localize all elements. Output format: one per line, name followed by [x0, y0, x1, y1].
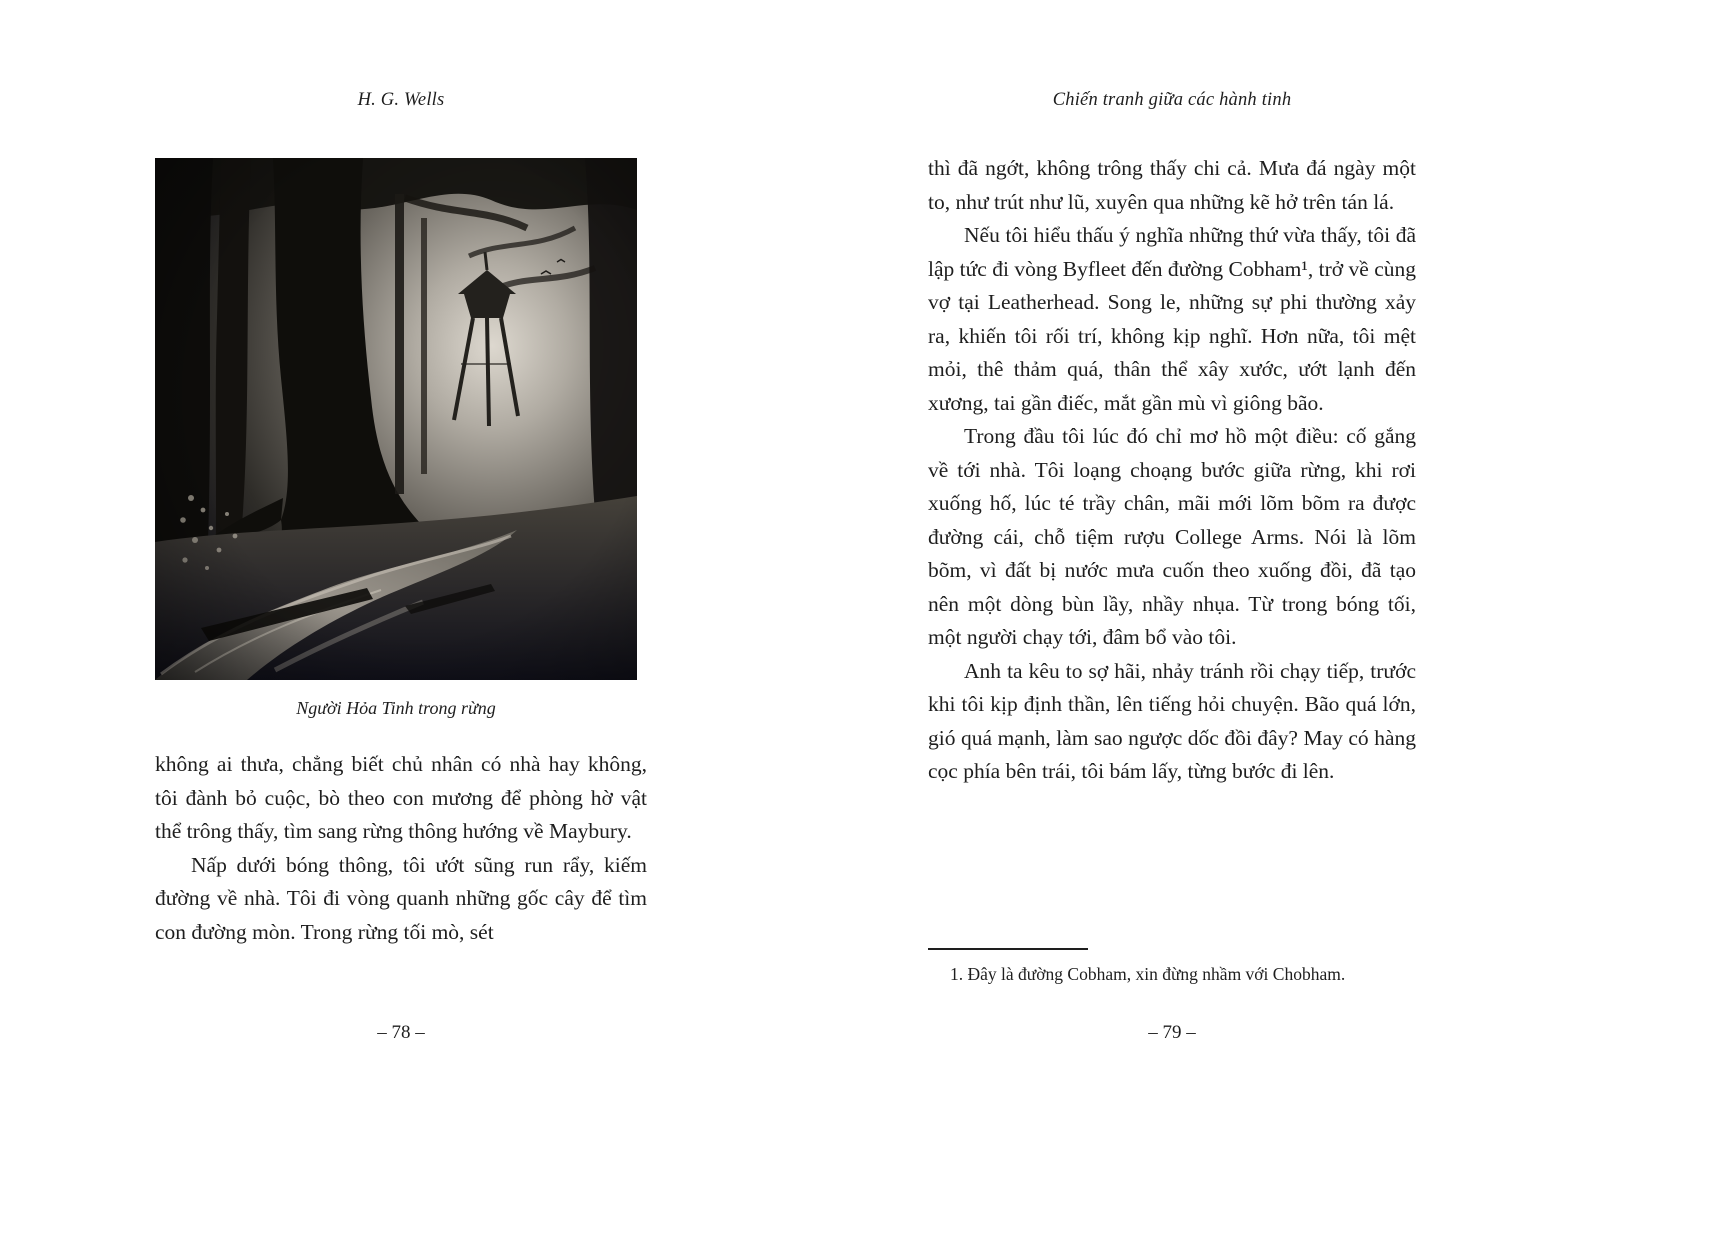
- footnote: 1. Đây là đường Cobham, xin đừng nhầm với Chobham.: [950, 964, 1346, 984]
- running-header-left: H. G. Wells: [357, 90, 445, 110]
- paragraph: Nếu tôi hiểu thấu ý nghĩa những thứ vừa thấy, tôi đã lập tức đi vòng Byfleet đến đường Cobham¹, trở về cùng vợ tại Leatherhead. Song le, những sự phi thường xảy ra, khiến tôi rối trí, không kịp nghĩ. Hơn nữa, tôi mệt mỏi, thê thảm quá, thân thể xây xước, ướt lạnh đến xương, tai gần điếc, mắt gần mù vì giông bão.: [928, 223, 1416, 415]
- page-number-right: – 79 –: [1148, 1022, 1196, 1043]
- paragraph: Trong đầu tôi lúc đó chỉ mơ hồ một điều: cố gắng về tới nhà. Tôi loạng choạng bước giữa rừng, khi rơi xuống hố, lúc té trầy chân, mãi mới lõm bõm ra được đường cái, chỗ tiệm rượu College Arms. Nói là lõm bõm, vì đất bị nước mưa cuốn theo xuống đồi, đã tạo nên một dòng bùn lầy, nhầy nhụa. Từ trong bóng tối, một người chạy tới, đâm bổ vào tôi.: [928, 424, 1416, 649]
- right-page-body: [928, 152, 1416, 789]
- illustration-martian-in-forest: [155, 158, 637, 680]
- figure: [155, 158, 637, 719]
- paragraph: Anh ta kêu to sợ hãi, nhảy tránh rồi chạy tiếp, trước khi tôi kịp định thần, lên tiếng hỏi chuyện. Bão quá lớn, gió quá mạnh, làm sao ngược dốc đồi đây? May có hàng cọc phía bên trái, tôi bám lấy, từng bước đi lên.: [928, 658, 1416, 783]
- left-page-body: [155, 748, 647, 949]
- footnote-rule: [928, 948, 1088, 950]
- paragraph: thì đã ngớt, không trông thấy chi cả. Mưa đá ngày một to, như trút như lũ, xuyên qua những kẽ hở trên tán lá.: [928, 156, 1416, 214]
- page-number-left: – 78 –: [377, 1022, 425, 1043]
- figure-caption: Người Hỏa Tinh trong rừng: [296, 698, 496, 718]
- paragraph: không ai thưa, chẳng biết chủ nhân có nhà hay không, tôi đành bỏ cuộc, bò theo con mương để phòng hờ vật thể trông thấy, tìm sang rừng thông hướng về Maybury.: [155, 752, 647, 843]
- paragraph: Nấp dưới bóng thông, tôi ướt sũng run rẩy, kiếm đường về nhà. Tôi đi vòng quanh những gốc cây để tìm con đường mòn. Trong rừng tối mò, sét: [155, 852, 647, 944]
- running-header-right: Chiến tranh giữa các hành tinh: [1052, 90, 1292, 110]
